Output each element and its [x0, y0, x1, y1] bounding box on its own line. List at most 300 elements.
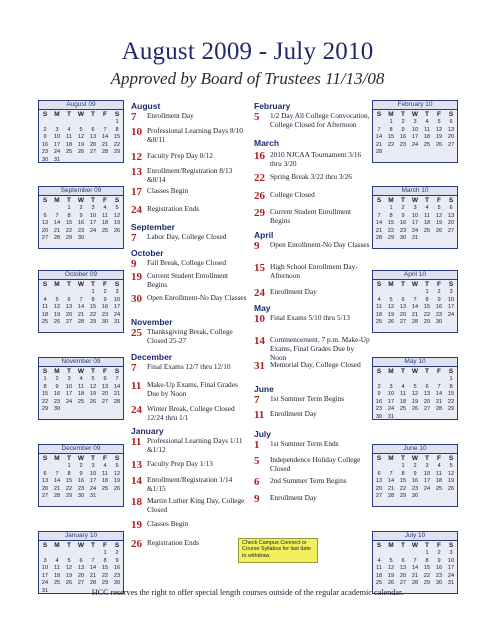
- day-cell: [63, 289, 75, 297]
- day-cell: 23: [399, 227, 407, 234]
- day-cell: 1: [389, 119, 393, 125]
- day-cell: 7: [91, 557, 95, 564]
- day-cell: 1: [103, 550, 107, 556]
- day-cell: [51, 289, 63, 297]
- day-cell: 28: [375, 235, 383, 241]
- day-cell: 22: [89, 311, 97, 318]
- event-text: Professional Learning Days 1/11 &1/12: [147, 436, 243, 454]
- day-cell: 17: [41, 572, 49, 579]
- day-cell: 4: [79, 376, 83, 382]
- day-cell: 30: [77, 493, 85, 499]
- day-cell: 14: [387, 478, 395, 484]
- mini-calendar: [372, 100, 458, 163]
- day-cell: 2: [43, 126, 47, 133]
- day-cell: 14: [113, 383, 121, 390]
- weekday-label: W: [77, 368, 85, 375]
- day-cell: 20: [101, 391, 109, 397]
- day-cell: [39, 119, 51, 127]
- day-cell: 14: [411, 304, 419, 310]
- day-cell: 29: [423, 580, 431, 586]
- day-grid: [39, 376, 123, 414]
- weekday-label: T: [67, 368, 71, 375]
- day-cell: 3: [43, 557, 47, 564]
- day-grid: [39, 205, 123, 243]
- day-cell: 20: [41, 485, 49, 492]
- day-cell: 19: [53, 311, 61, 318]
- day-cell: 25: [101, 227, 109, 234]
- calendar-event: [254, 476, 372, 488]
- weekday-label: S: [448, 455, 454, 462]
- day-cell: 8: [389, 126, 393, 133]
- calendar-event: [131, 111, 249, 123]
- day-cell: 23: [53, 398, 61, 405]
- weekday-label: S: [114, 197, 120, 204]
- day-cell: 10: [411, 212, 419, 219]
- day-cell: 10: [447, 557, 455, 564]
- calendar-event: [254, 409, 372, 421]
- event-date: 26: [254, 190, 265, 202]
- day-cell: [373, 289, 385, 297]
- day-cell: 3: [67, 376, 71, 382]
- day-cell: 19: [387, 311, 395, 318]
- weekday-label: S: [42, 368, 48, 375]
- day-cell: 29: [423, 319, 431, 325]
- mini-calendar-title: January 10: [39, 532, 123, 541]
- day-cell: [39, 550, 51, 558]
- day-cell: 12: [65, 565, 73, 571]
- mini-calendar-title: September 09: [39, 187, 123, 196]
- event-text: 1/2 Day All College Convocation, College Closed for Afternoon: [270, 111, 370, 129]
- day-cell: 2: [377, 383, 381, 390]
- day-cell: 26: [435, 141, 443, 148]
- weekday-header: [373, 367, 457, 376]
- day-cell: 18: [41, 311, 49, 318]
- day-cell: 5: [91, 376, 95, 382]
- event-text: Labor Day, College Closed: [147, 232, 227, 241]
- event-text: 2nd Summer Term Begins: [270, 476, 347, 485]
- weekday-label: M: [54, 542, 60, 549]
- weekday-label: T: [91, 197, 95, 204]
- day-cell: 13: [447, 126, 455, 133]
- day-cell: 10: [423, 470, 431, 477]
- day-cell: 2: [115, 550, 119, 556]
- weekday-label: S: [448, 281, 454, 288]
- day-cell: 16: [399, 220, 407, 226]
- day-cell: [39, 289, 51, 297]
- day-cell: 10: [387, 391, 395, 397]
- weekday-label: S: [376, 111, 382, 118]
- event-text: Memorial Day, College Closed: [270, 360, 361, 369]
- weekday-label: F: [437, 111, 441, 118]
- day-cell: 27: [89, 149, 97, 155]
- day-cell: 1: [389, 205, 393, 211]
- calendar-event: [131, 436, 249, 454]
- day-cell: 17: [447, 304, 455, 310]
- weekday-header: [373, 280, 457, 289]
- day-cell: 9: [55, 383, 59, 390]
- footer-disclaimer: HCC reserves the right to offer special length courses outside of the regular academic calendar.: [91, 588, 404, 597]
- day-grid: [39, 119, 123, 164]
- weekday-label: T: [425, 542, 429, 549]
- mini-calendar-title: May 10: [373, 358, 457, 367]
- day-cell: 24: [53, 149, 61, 155]
- event-date: 7: [131, 362, 137, 374]
- weekday-label: W: [77, 281, 85, 288]
- weekday-label: S: [114, 111, 120, 118]
- weekday-label: F: [437, 368, 441, 375]
- day-cell: 27: [423, 406, 431, 412]
- event-date: 5: [254, 111, 260, 123]
- mini-calendar-title: December 09: [39, 445, 123, 454]
- day-cell: 26: [387, 580, 395, 586]
- day-cell: 4: [401, 383, 405, 390]
- day-cell: 6: [91, 126, 95, 133]
- day-cell: 1: [425, 289, 429, 295]
- day-cell: 12: [387, 304, 395, 310]
- day-cell: 5: [115, 205, 119, 211]
- event-date: 19: [131, 519, 142, 531]
- day-cell: 30: [435, 580, 443, 586]
- day-cell: 12: [89, 383, 97, 390]
- day-cell: 23: [375, 406, 383, 412]
- day-cell: 24: [411, 141, 419, 148]
- day-cell: 23: [411, 485, 419, 492]
- day-cell: 3: [413, 119, 417, 125]
- day-cell: 23: [101, 311, 109, 318]
- calendar-event: [254, 313, 372, 325]
- day-cell: 17: [411, 134, 419, 140]
- day-cell: 1: [67, 205, 71, 211]
- day-cell: 6: [43, 212, 47, 219]
- weekday-label: S: [42, 455, 48, 462]
- event-text: Commencement, 7 p.m. Make-Up Exams, Final Grades Due by Noon: [270, 335, 370, 362]
- day-cell: 3: [425, 463, 429, 469]
- day-cell: 2: [437, 550, 441, 556]
- day-cell: 2: [401, 119, 405, 125]
- day-cell: 11: [78, 383, 84, 390]
- event-date: 12: [131, 151, 142, 163]
- day-cell: 21: [387, 485, 395, 492]
- day-grid: [39, 463, 123, 501]
- month-heading: April: [254, 230, 274, 240]
- day-cell: 14: [375, 134, 383, 140]
- day-cell: 15: [65, 478, 73, 484]
- weekday-label: F: [103, 111, 107, 118]
- mini-calendar: [372, 531, 458, 594]
- day-cell: 18: [375, 572, 383, 579]
- day-cell: 14: [53, 478, 61, 484]
- day-cell: 7: [413, 296, 417, 303]
- day-cell: 16: [411, 478, 419, 484]
- mini-calendar: [38, 357, 124, 420]
- day-cell: 26: [113, 227, 121, 234]
- day-cell: 7: [377, 126, 381, 133]
- day-cell: 21: [113, 391, 121, 397]
- calendar-event: [254, 111, 372, 129]
- day-cell: 27: [447, 227, 455, 234]
- event-text: Registration Ends: [147, 538, 200, 547]
- day-cell: 9: [401, 126, 405, 133]
- day-cell: 18: [65, 141, 73, 148]
- day-cell: 11: [102, 470, 108, 477]
- day-cell: 3: [389, 383, 393, 390]
- day-cell: 15: [113, 134, 121, 140]
- weekday-label: M: [54, 197, 60, 204]
- day-cell: 4: [377, 296, 381, 303]
- day-cell: 17: [53, 141, 61, 148]
- day-cell: 20: [423, 398, 431, 405]
- day-cell: 25: [41, 319, 49, 325]
- day-cell: 27: [101, 398, 109, 405]
- event-text: Make-Up Exams, Final Grades Due by Noon: [147, 380, 238, 398]
- calendar-event: [254, 287, 372, 299]
- day-cell: 24: [423, 485, 431, 492]
- day-cell: 18: [101, 478, 109, 484]
- day-cell: 18: [375, 311, 383, 318]
- day-cell: 11: [436, 470, 442, 477]
- event-text: Enrollment Day: [147, 111, 194, 120]
- day-cell: 28: [53, 235, 61, 241]
- day-cell: 2: [79, 205, 83, 211]
- day-cell: 29: [65, 235, 73, 241]
- calendar-event: [131, 538, 249, 550]
- day-cell: 29: [89, 319, 97, 325]
- day-grid: [373, 119, 457, 157]
- day-grid: [373, 463, 457, 501]
- day-cell: [409, 550, 421, 558]
- day-cell: 25: [101, 485, 109, 492]
- day-cell: [385, 376, 397, 384]
- weekday-label: W: [411, 281, 419, 288]
- weekday-header: [39, 367, 123, 376]
- day-cell: 26: [447, 485, 455, 492]
- calendar-event: [254, 172, 372, 184]
- day-cell: 5: [413, 383, 417, 390]
- mini-calendar: [372, 357, 458, 420]
- day-cell: 2: [413, 463, 417, 469]
- calendar-event: [131, 404, 249, 422]
- weekday-label: S: [42, 111, 48, 118]
- weekday-label: F: [103, 455, 107, 462]
- day-cell: 13: [399, 565, 407, 571]
- day-cell: 12: [411, 391, 419, 397]
- day-cell: 26: [77, 149, 85, 155]
- day-cell: [99, 119, 111, 127]
- calendar-event: [254, 493, 372, 505]
- day-cell: 14: [77, 304, 85, 310]
- day-cell: [373, 205, 385, 213]
- day-cell: [39, 205, 51, 213]
- day-cell: 29: [399, 493, 407, 499]
- day-cell: 4: [103, 463, 107, 469]
- day-cell: 27: [41, 235, 49, 241]
- event-text: Fall Break, College Closed: [147, 258, 227, 267]
- day-cell: 29: [113, 149, 121, 155]
- day-cell: 21: [411, 572, 419, 579]
- day-cell: 31: [89, 493, 97, 499]
- weekday-label: S: [448, 368, 454, 375]
- day-cell: 13: [375, 478, 383, 484]
- day-cell: 6: [401, 296, 405, 303]
- day-cell: 27: [41, 493, 49, 499]
- calendar-event: [131, 151, 249, 163]
- day-cell: 21: [53, 227, 61, 234]
- day-cell: 23: [435, 572, 443, 579]
- event-date: 14: [131, 475, 142, 487]
- day-cell: 15: [423, 565, 431, 571]
- event-text: Independence Holiday College Closed: [270, 455, 361, 473]
- day-cell: 22: [387, 141, 395, 148]
- mini-calendar-title: November 09: [39, 358, 123, 367]
- day-cell: 28: [53, 493, 61, 499]
- day-cell: 20: [447, 220, 455, 226]
- day-cell: 25: [399, 406, 407, 412]
- day-cell: 29: [65, 493, 73, 499]
- day-cell: 26: [411, 406, 419, 412]
- weekday-label: T: [401, 111, 405, 118]
- mini-calendar-title: August 09: [39, 101, 123, 110]
- day-cell: 9: [377, 391, 381, 397]
- weekday-label: F: [103, 542, 107, 549]
- weekday-label: T: [91, 455, 95, 462]
- day-cell: 13: [447, 212, 455, 219]
- day-cell: 12: [387, 565, 395, 571]
- day-cell: 6: [449, 119, 453, 125]
- weekday-label: M: [388, 281, 394, 288]
- day-cell: 26: [435, 227, 443, 234]
- event-text: Enrollment Day: [270, 287, 317, 296]
- day-cell: 7: [389, 470, 393, 477]
- day-cell: 4: [43, 296, 47, 303]
- day-cell: 29: [41, 406, 49, 412]
- day-cell: 8: [43, 383, 47, 390]
- weekday-label: T: [401, 542, 405, 549]
- day-cell: 11: [376, 304, 382, 310]
- event-date: 1: [254, 439, 260, 451]
- day-cell: 12: [447, 470, 455, 477]
- event-date: 9: [254, 240, 260, 252]
- day-cell: [51, 550, 63, 558]
- calendar-event: [131, 126, 249, 144]
- day-grid: [373, 376, 457, 421]
- event-date: 24: [131, 404, 142, 416]
- event-date: 11: [254, 409, 265, 421]
- day-cell: 28: [375, 149, 383, 155]
- day-cell: 14: [101, 134, 109, 140]
- weekday-label: S: [448, 542, 454, 549]
- day-cell: 9: [79, 470, 83, 477]
- day-cell: 25: [65, 149, 73, 155]
- day-cell: 13: [89, 134, 97, 140]
- day-cell: 9: [413, 470, 417, 477]
- day-cell: 8: [103, 557, 107, 564]
- day-cell: 17: [411, 220, 419, 226]
- weekday-header: [373, 110, 457, 119]
- day-cell: 25: [375, 580, 383, 586]
- day-cell: 13: [41, 220, 49, 226]
- day-cell: 21: [435, 398, 443, 405]
- weekday-label: S: [448, 197, 454, 204]
- weekday-header: [39, 196, 123, 205]
- day-cell: 4: [425, 119, 429, 125]
- month-heading: January: [131, 426, 164, 436]
- day-cell: 30: [411, 493, 419, 499]
- calendar-event: [254, 190, 372, 202]
- day-cell: 20: [89, 141, 97, 148]
- day-cell: 18: [435, 478, 443, 484]
- weekday-label: W: [411, 111, 419, 118]
- day-cell: 16: [435, 304, 443, 310]
- event-date: 11: [131, 436, 142, 448]
- day-cell: 28: [435, 406, 443, 412]
- weekday-label: W: [411, 197, 419, 204]
- weekday-label: S: [114, 455, 120, 462]
- day-cell: 7: [55, 212, 59, 219]
- day-cell: 18: [423, 134, 431, 140]
- day-cell: 1: [425, 550, 429, 556]
- day-cell: 9: [437, 557, 441, 564]
- day-cell: 11: [424, 212, 430, 219]
- day-cell: 3: [55, 126, 59, 133]
- day-cell: 11: [54, 565, 60, 571]
- weekday-label: T: [425, 111, 429, 118]
- day-cell: 24: [113, 311, 121, 318]
- event-text: Martin Luther King Day, College Closed: [147, 496, 245, 514]
- day-cell: 23: [77, 227, 85, 234]
- day-cell: [397, 376, 409, 384]
- day-cell: 6: [401, 557, 405, 564]
- day-cell: 13: [65, 304, 73, 310]
- day-cell: 12: [113, 212, 121, 219]
- weekday-label: W: [411, 368, 419, 375]
- day-cell: 11: [66, 134, 72, 140]
- weekday-label: T: [67, 111, 71, 118]
- weekday-label: F: [437, 281, 441, 288]
- event-text: Winter Break, College Closed 12/24 thru 1/1: [147, 404, 235, 422]
- day-cell: 8: [115, 126, 119, 133]
- day-cell: 27: [375, 493, 383, 499]
- day-cell: 1: [449, 376, 453, 382]
- event-text: Registration Ends: [147, 204, 200, 213]
- day-cell: 1: [91, 289, 95, 295]
- day-cell: [75, 119, 87, 127]
- calendar-event: [254, 240, 372, 252]
- day-cell: 20: [399, 572, 407, 579]
- day-cell: [373, 550, 385, 558]
- mini-calendar: [38, 531, 124, 594]
- day-cell: 27: [77, 580, 85, 586]
- day-cell: 11: [400, 391, 406, 397]
- day-cell: 23: [41, 149, 49, 155]
- day-cell: 30: [375, 413, 383, 420]
- weekday-label: T: [425, 368, 429, 375]
- day-cell: 8: [425, 557, 429, 564]
- day-cell: 24: [89, 227, 97, 234]
- day-cell: 8: [67, 212, 71, 219]
- event-date: 7: [254, 394, 260, 406]
- day-cell: 6: [67, 296, 71, 303]
- day-cell: 16: [53, 391, 61, 397]
- day-cell: [51, 119, 63, 127]
- weekday-label: M: [54, 111, 60, 118]
- day-cell: 23: [77, 485, 85, 492]
- weekday-label: W: [77, 197, 85, 204]
- day-cell: [87, 119, 99, 127]
- withdraw-note: Check Campus Connect or Course Syllabus for last date to withdraw.: [238, 538, 318, 563]
- weekday-header: [39, 541, 123, 550]
- day-cell: [409, 289, 421, 297]
- day-cell: 25: [53, 580, 61, 586]
